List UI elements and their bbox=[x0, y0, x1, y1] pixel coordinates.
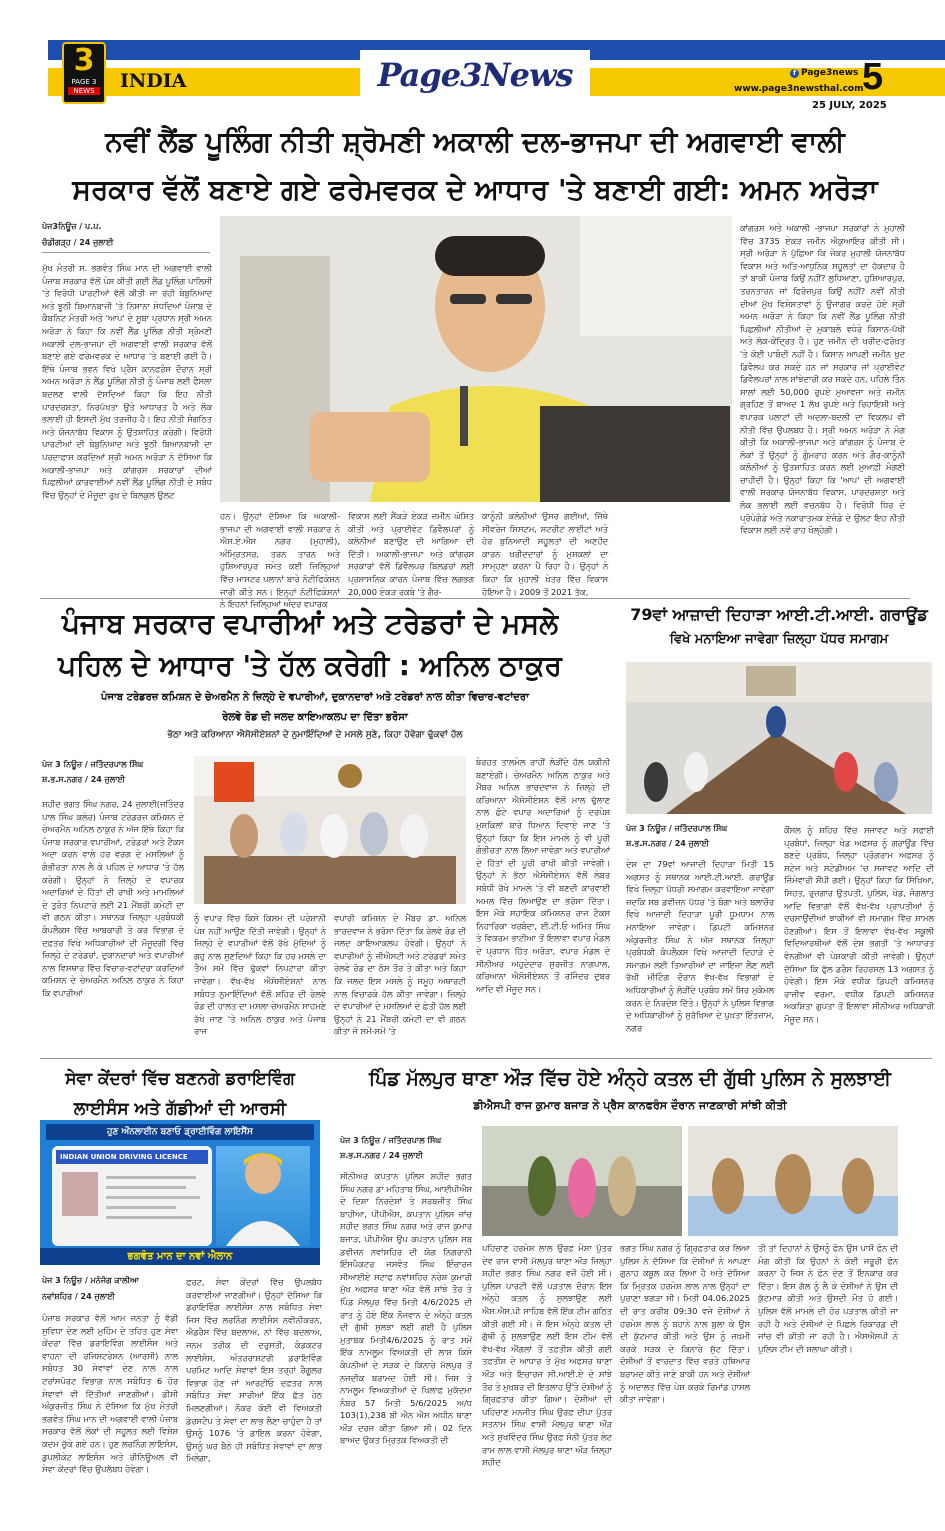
licence-card-title: INDIAN UNION DRIVING LICENCE bbox=[56, 1150, 208, 1164]
story3-headline-line2: ਵਿਖੇ ਮਨਾਇਆ ਜਾਵੇਗਾ ਜ਼ਿਲ੍ਹਾ ਪੱਧਰ ਸਮਾਗਮ bbox=[669, 632, 889, 647]
story2-subhead-2: ਰੇਲਵੇ ਰੋਡ ਦੀ ਜਲਦ ਕਾਇਆਕਲਪ ਦਾ ਦਿੱਤਾ ਭਰੋਸਾ bbox=[222, 712, 408, 723]
story2-column-1: ਸ਼ਹੀਦ ਭਗਤ ਸਿੰਘ ਨਗਰ, 24 ਜੁਲਾਈ(ਜਤਿੰਦਰ ਪਾਲ ਸਿੰਘ ਕਲੇਰ) ਪੰਜਾਬ ਟਰੇਡਰਜ਼ ਕਮਿਸ਼ਨ ਦੇ ਚੇਅਰਮੈਨ ਅਨਿਲ ਠਾਕੁਰ ਨੇ ਅੱਜ ਇੱਥੇ ਕਿਹਾ ਕਿ ਪੰਜਾਬ ਸਰਕਾਰ ਵਪਾਰੀਆਂ, ਟਰੇਡਰਾਂ ਅਤੇ ਟੈਕਸ ਅਦਾ ਕਰਨ ਵਾਲੇ ਹਰ ਵਰਗ ਦੇ ਮਸਲਿਆਂ ਨੂੰ ਗੰਭੀਰਤਾ ਨਾਲ ਲੈ ਕੇ ਪਹਿਲ ਦੇ ਆਧਾਰ 'ਤੇ ਹੱਲ ਕਰੇਗੀ। ਉਨ੍ਹਾਂ ਨੇ ਜ਼ਿਲ੍ਹੇ ਦੇ ਵਪਾਰਕ ਅਦਾਰਿਆਂ ਦੇ ਹਿੱਤਾਂ ਦੀ ਰਾਖੀ ਅਤੇ ਮਾਮਲਿਆਂ ਦੇ ਤੁਰੰਤ ਨਿਪਟਾਰੇ ਲਈ 21 ਮੈਂਬਰੀ ਕਮੇਟੀ ਦਾ ਵੀ ਗਠਨ ਕੀਤਾ। ਸਥਾਨਕ ਜ਼ਿਲ੍ਹਾ ਪ੍ਰਬੰਧਕੀ ਕੰਪਲੈਕਸ ਵਿੱਚ ਆਬਕਾਰੀ ਤੇ ਕਰ ਵਿਭਾਗ ਦੇ ਦਫ਼ਤਰ ਵਿਖੇ ਅਧਿਕਾਰੀਆਂ ਦੀ ਮੌਜੂਦਗੀ ਵਿੱਚ ਜ਼ਿਲ੍ਹੇ ਦੇ ਟਰੇਡਰਾਂ, ਦੁਕਾਨਦਾਰਾਂ ਅਤੇ ਵਪਾਰੀਆਂ ਨਾਲ ਵਿਸਥਾਰ ਵਿੱਚ ਵਿਚਾਰ-ਵਟਾਂਦਰਾ ਕਰਦਿਆਂ ਕਮਿਸ਼ਨ ਦੇ ਚੇਅਰਮੈਨ ਅਨਿਲ ਠਾਕੁਰ ਨੇ ਕਿਹਾ ਕਿ ਵਪਾਰੀਆਂ bbox=[42, 799, 184, 998]
story1-dateline: ਚੰਡੀਗੜ੍ਹ / 24 ਜੁਲਾਈ bbox=[42, 238, 114, 247]
story3-column-2: ਕੌਂਸਲ ਨੂੰ ਸ਼ਹਿਰ ਵਿੱਚ ਸਜਾਵਟ ਅਤੇ ਸਫਾਈ ਪ੍ਰਬੰਧਾਂ, ਜ਼ਿਲ੍ਹਾ ਖੇਡ ਅਫਸਰ ਨੂੰ ਗਰਾਊਂਡ ਵਿੱਚ ਬਣਦੇ ਪ੍ਰਬੰਧ, ਜ਼ਿਲ੍ਹਾ ਪ੍ਰੋਗਰਾਮ ਅਫਸਰ ਨੂੰ ਸਟੇਜ ਅਤੇ ਸਟੇਡੀਅਮ 'ਚ ਸਜਾਵਟ ਆਦਿ ਦੀ ਜ਼ਿੰਮੇਵਾਰੀ ਸੌਂਪੀ ਗਈ। ਉਨ੍ਹਾਂ ਕਿਹਾ ਕਿ ਸਿੱਖਿਆ, ਸਿਹਤ, ਰੁਜ਼ਗਾਰ ਉਤਪਤੀ, ਪੁਲਿਸ, ਖੇਡ, ਜੰਗਲਾਤ ਆਦਿ ਵਿਭਾਗਾਂ ਵੱਲੋਂ ਵੱਖ-ਵੱਖ ਪ੍ਰਾਪਤੀਆਂ ਨੂੰ ਦਰਸਾਉਂਦੀਆਂ ਝਾਕੀਆਂ ਵੀ ਸਮਾਗਮ ਵਿੱਚ ਸ਼ਾਮਲ ਹੋਣਗੀਆਂ। ਇਸ ਤੋਂ ਇਲਾਵਾ ਵੱਖ-ਵੱਖ ਸਕੂਲੀ ਵਿਦਿਆਰਥੀਆਂ ਵੱਲੋਂ ਦੇਸ਼ ਭਗਤੀ 'ਤੇ ਆਧਾਰਤ ਵੰਨਗੀਆਂ ਵੀ ਪੇਸ਼ਕਾਰੀ ਕੀਤੀ ਜਾਵੇਗੀ। ਉਨ੍ਹਾਂ ਦੱਸਿਆ ਕਿ ਫੁੱਲ ਡਰੈਸ ਰਿਹਰਸਲ 13 ਅਗਸਤ ਨੂੰ ਹੋਵੇਗੀ। ਇਸ ਮੌਕੇ ਵਧੀਕ ਡਿਪਟੀ ਕਮਿਸ਼ਨਰ ਰਾਜੀਵ ਵਰਮਾ, ਵਧੀਕ ਡਿਪਟੀ ਕਮਿਸ਼ਨਰ ਅਕਸ਼ਿਤਾ ਗੁਪਤਾ ਤੋਂ ਇਲਾਵਾ ਸੀਨੀਅਰ ਅਧਿਕਾਰੀ ਮੌਜੂਦ ਸਨ। bbox=[784, 825, 934, 1024]
story5-subheadline: ਡੀਐਸਪੀ ਰਾਜ ਕੁਮਾਰ ਬਜਾੜ ਨੇ ਪ੍ਰੈਸ ਕਾਨਫਰੰਸ ਦੌਰਾਨ ਜਾਣਕਾਰੀ ਸਾਂਝੀ ਕੀਤੀ bbox=[473, 1099, 787, 1112]
website-url[interactable]: www.page3newsthal.com bbox=[734, 84, 864, 94]
story1-photo bbox=[220, 216, 732, 502]
story2-column-3a: ਬੇਰਹਤ ਤਾਲਮੇਲ ਰਾਹੀਂ ਲੋੜੀਂਦੇ ਹੱਲ ਯਕੀਨੀ ਬਣਾਏਗੀ। ਚੇਅਰਮੈਨ ਅਨਿਲ ਠਾਕੁਰ ਅਤੇ ਮੈਂਬਰ ਅਨਿਲ ਭਾਰਦਵਾਜ ਨੇ ਜ਼ਿਲ੍ਹੇ ਦੀ ਕਰਿਆਨਾ ਐਸੋਸੀਏਸ਼ਨ ਵੱਲੋਂ ਮਾਲ ਢੁੱਲਾਣ ਨਾਲ ਛੋਟੇ ਵਪਾਰ ਅਦਾਰਿਆਂ ਨੂੰ ਦਰਪੇਸ਼ ਮੁਸ਼ਕਿਲਾਂ ਬਾਰੇ ਧਿਆਨ ਦਿਵਾਏ ਜਾਣ 'ਤੇ ਉਨ੍ਹਾਂ ਕਿਹਾ ਕਿ ਇਸ ਮਾਮਲੇ ਨੂੰ ਵੀ ਪੂਰੀ ਗੰਭੀਰਤਾ ਨਾਲ ਲਿਆ ਜਾਵੇਗਾ ਅਤੇ ਵਪਾਰੀਆਂ ਦੇ ਹਿੱਤਾਂ ਦੀ ਪੂਰੀ ਰਾਖੀ ਕੀਤੀ ਜਾਵੇਗੀ। ਉਨ੍ਹਾਂ ਨੇ ਭੱਠਾ ਐਸੋਸੀਏਸ਼ਨ ਵੱਲੋਂ ਲੇਬਰ ਸਬੰਧੀ ਰੱਖੇ ਮਾਮਲੇ 'ਤੇ ਵੀ ਬਣਦੀ ਕਾਰਵਾਈ ਅਮਲ ਵਿੱਚ ਲਿਆਉਣ ਦਾ ਭਰੋਸਾ ਦਿੱਤਾ। ਇਸ ਮੌਕੇ ਸਹਾਇਕ ਕਮਿਸ਼ਨਰ ਰਾਜ ਟੈਕਸ ਨਿਹਾਰਿਕਾ ਖਰਬੰਦਾ, ਈ.ਟੀ.ਓ ਅਮਿਤ ਸਿੰਘ ਤੇ ਵਿਕਰਮ ਭਾਟੀਆ ਤੋਂ ਇਲਾਵਾ ਵਪਾਰ ਮੰਡਲ ਦੇ ਪ੍ਰਧਾਨ ਹਿੱਤ ਅਰੋੜਾ, ਵਪਾਰ ਮੰਡਲ ਦੇ ਸੀਨੀਅਰ ਅਹੁਦੇਦਾਰ ਸੁਰਜੀਤ ਨਾਗਪਾਲ, ਕਰਿਆਨਾ ਐਸੋਸੀਏਸ਼ਨ ਤੋਂ ਰਜਿੰਦਰ ਦੁਬਰ ਆਦਿ ਵੀ ਮੌਜੂਦ ਸਨ। bbox=[476, 757, 610, 994]
story1-bottom-rule bbox=[40, 598, 910, 599]
story5-photo-1 bbox=[482, 1126, 682, 1236]
story4-column-2: ਫਰਟ, ਸੇਵਾ ਕੇਂਦਰਾਂ ਵਿੱਚ ਉਪਲਬੱਧ ਕਰਵਾਈਆਂ ਜਾਣਗੀਆਂ। ਉਨ੍ਹਾਂ ਦੱਸਿਆ ਕਿ ਡਰਾਇਵਿੰਗ ਲਾਈਸੰਸ ਨਾਲ ਸਬੰਧਿਤ ਸੇਵਾ ਜਿਸ ਵਿੱਚ ਲਰਨਿੰਗ ਲਾਈਸੰਸ ਨਵੀਨੀਕਰਨ, ਐਡਰੈਸ ਵਿੱਚ ਬਦਲਾਅ, ਨਾਂ ਵਿੱਚ ਬਦਲਾਅ, ਜਨਮ ਤਰੀਕ ਦੀ ਦਰੁਸਤੀ, ਕੰਡਕਟਰ ਲਾਈਸੰਸ, ਅੰਤਰਰਾਸ਼ਟਰੀ ਡਰਾਇਵਿੰਗ ਪਰਮਿਟ ਆਦਿ ਸੇਵਾਵਾਂ ਇਸ ਤਰ੍ਹਾਂ ਰੈਗੂਲਰ ਵਿਭਾਗ ਹੋਣ ਜਾਂ ਆਰਟੀਓ ਦਫ਼ਤਰ ਨਾਲ ਸਬੰਧਿਤ ਸੇਵਾ ਸਾਰੀਆਂ ਇੱਕ ਛੱਤ ਹੇਠ ਮਿਲਣਗੀਆਂ। ਨੌਕਰ ਕੋਈ ਵੀ ਵਿਅਕਤੀ ਡੋਰਸਟੈਪ ਤੇ ਸੇਵਾ ਦਾ ਲਾਭ ਲੈਣਾ ਚਾਹੁੰਦਾ ਹੈ ਤਾਂ ਉਸਨੂੰ 1076 'ਤੇ ਡਾਇਲ ਕਰਨਾ ਹੋਵੇਗਾ, ਉਸਨੂੰ ਘਰ ਬੈਠੇ ਹੀ ਸਬੰਧਿਤ ਸੇਵਾਵਾਂ ਦਾ ਲਾਭ ਮਿਲੇਗਾ, bbox=[186, 1277, 322, 1464]
accused-photo bbox=[482, 1126, 682, 1236]
story2-dateline: ਸ਼.ਭ.ਸ.ਨਗਰ / 24 ਜੁਲਾਈ bbox=[42, 775, 125, 784]
logo-number: 3 bbox=[73, 43, 95, 78]
issue-date: 25 JULY, 2025 bbox=[812, 100, 887, 111]
story1-headline-line1: ਨਵੀਂ ਲੈਂਡ ਪੂਲਿੰਗ ਨੀਤੀ ਸ਼੍ਰੋਮਣੀ ਅਕਾਲੀ ਦਲ-ਭਾਜਪਾ ਦੀ ਅਗਵਾਈ ਵਾਲੀ bbox=[105, 125, 845, 158]
story3-photo bbox=[626, 662, 932, 814]
licence-line bbox=[106, 1176, 196, 1179]
story4-headline-line2: ਲਾਈਸੰਸ ਅਤੇ ਗੱਡੀਆਂ ਦੀ ਆਰਸੀ bbox=[73, 1099, 287, 1119]
story5-column-2: ਪਹਿਚਾਣ ਹਰਮੇਸ਼ ਲਾਲ ਉਰਫ਼ ਮੇਸ਼ਾ ਪੁੱਤਰ ਦੇਵ ਰਾਜ ਵਾਸੀ ਮੱਲਪੁਰ ਥਾਣਾ ਔੜ ਜ਼ਿਲ੍ਹਾ ਸ਼ਹੀਦ ਭਗਤ ਸਿੰਘ ਨਗਰ ਵਜੋਂ ਹੋਈ ਸੀ। ਪੁਲਿਸ ਪਾਰਟੀ ਵੱਲੋਂ ਪੜਤਾਲ ਦੌਰਾਨ ਇਸ ਅੰਨ੍ਹੇ ਕਤਲ ਨੂੰ ਸੁਲਝਾਉਣ ਲਈ ਐਸ.ਐਸ.ਪੀ ਸਾਹਿਬ ਵੱਲੋਂ ਇੱਕ ਟੀਮ ਗਠਿਤ ਕੀਤੀ ਗਈ ਸੀ। ਜੋ ਇਸ ਅੰਨ੍ਹੇ ਕਤਲ ਦੀ ਗੁੱਥੀ ਨੂੰ ਸੁਲਝਾਉਣ ਲਈ ਇਸ ਟੀਮ ਵੱਲੋਂ ਵੱਖ-ਵੱਖ ਐਂਗਲਾਂ ਤੋਂ ਤਫ਼ਤੀਸ਼ ਕੀਤੀ ਗਈ ਤਫ਼ਤੀਸ਼ ਦੇ ਆਧਾਰ ਤੇ ਮੁੱਖ ਅਫਸਰ ਥਾਣਾ ਔੜ ਅਤੇ ਇਚਾਰਜ ਸੀ.ਆਈ.ਏ ਦੇ ਸਾਂਝੇ ਤੌਰ ਤੇ ਮੁਖ਼ਬਰ ਦੀ ਇਤਲਾਹ ਉੱਤੇ ਦੋਸ਼ੀਆਂ ਨੂੰ ਗ੍ਰਿਫ਼ਤਾਰ ਕੀਤਾ ਗਿਆ। ਦੋਸ਼ੀਆਂ ਦੀ ਪਹਿਚਾਣ ਮਨਜੀਤ ਸਿੰਘ ਉਰਫ਼ ਦੀਪਾ ਪੁੱਤਰ ਸਤਨਾਮ ਸਿੰਘ ਵਾਸੀ ਮੱਲਪੁਰ ਥਾਣਾ ਔੜ ਅਤੇ ਸੁਖਵਿੰਦਰ ਸਿੰਘ ਉਰਫ਼ ਸੋਨੀ ਪੁੱਤਰ ਲੇਟ ਰਾਮ ਲਾਲ ਵਾਸੀ ਮੱਲਪੁਰ ਥਾਣਾ ਔੜ ਜ਼ਿਲ੍ਹਾ ਸ਼ਹੀਦ bbox=[482, 1243, 613, 1468]
story4-dateline: ਨਵਾਂਸ਼ਹਿਰ / 24 ਜੁਲਾਈ bbox=[42, 1292, 115, 1301]
story4-headline-line1: ਸੇਵਾ ਕੇਂਦਰਾਂ ਵਿੱਚ ਬਣਨਗੇ ਡਰਾਇਵਿੰਗ bbox=[65, 1069, 295, 1089]
licence-line bbox=[106, 1196, 200, 1199]
story1-byline: ਪੇਜ3ਨਿਊਜ਼ / ਪ.ਪ. bbox=[42, 222, 102, 231]
story1-byline-rule bbox=[42, 252, 210, 253]
press-conference-photo bbox=[688, 1126, 898, 1236]
story1-headline-line2: ਸਰਕਾਰ ਵੱਲੋਂ ਬਣਾਏ ਗਏ ਫਰੇਮਵਰਕ ਦੇ ਆਧਾਰ 'ਤੇ ਬਣਾਈ ਗਈ: ਅਮਨ ਅਰੋੜਾ bbox=[72, 173, 878, 206]
story5-headline: ਪਿੰਡ ਮੱਲਪੁਰ ਥਾਣਾ ਔੜ ਵਿੱਚ ਹੋਏ ਅੰਨ੍ਹੇ ਕਤਲ ਦੀ ਗੁੱਥੀ ਪੁਲਿਸ ਨੇ ਸੁਲਝਾਈ bbox=[369, 1068, 891, 1090]
story2-column-2: ਨੂੰ ਵਪਾਰ ਵਿੱਚ ਕਿਸੇ ਕਿਸਮ ਦੀ ਪਰੇਸ਼ਾਨੀ ਪੇਸ਼ ਨਹੀਂ ਆਉਣ ਦਿੱਤੀ ਜਾਵੇਗੀ। ਉਨ੍ਹਾਂ ਨੇ ਜ਼ਿਲ੍ਹੇ ਦੇ ਵਪਾਰੀਆਂ ਵੱਲੋਂ ਰੱਖੇ ਮੁੱਦਿਆਂ ਨੂੰ ਗਹੁ ਨਾਲ ਸੁਣਦਿਆਂ ਕਿਹਾ ਕਿ ਹਰ ਮਸਲੇ ਦਾ ਤੈਅ ਸਮੇਂ ਵਿੱਚ ਢੁੱਕਵਾਂ ਨਿਪਟਾਰਾ ਕੀਤਾ ਜਾਵੇਗਾ। ਵੱਖ-ਵੱਖ ਐਸੋਸੀਏਸ਼ਨਾਂ ਨਾਲ ਸਬੰਧਤ ਨੁਮਾਇੰਦਿਆਂ ਵੱਲੋਂ ਸ਼ਹਿਰ ਦੀ ਰੇਲਵੇ ਰੋਡ ਦੀ ਹਾਲਤ ਦਾ ਮਸਲਾ ਚੇਅਰਮੈਨ ਸਾਹਮਣੇ ਰੱਖੇ ਜਾਣ 'ਤੇ ਅਨਿਲ ਠਾਕੁਰ ਅਤੇ ਪੰਜਾਬ ਰਾਜ bbox=[194, 913, 326, 1037]
page-number: 5 bbox=[862, 56, 884, 98]
story5-column-3: ਭਗਤ ਸਿੰਘ ਨਗਰ ਨੂੰ ਗ੍ਰਿਫ਼ਤਾਰ ਕਰ ਲਿਆ ਪੁਲਿਸ ਨੇ ਦੱਸਿਆ ਕਿ ਦੋਸ਼ੀਆਂ ਨੇ ਆਪਣਾ ਗੁਨਾਹ ਕਬੂਲ ਕਰ ਲਿਆ ਹੈ ਅਤੇ ਦੱਸਿਆ ਕਿ ਮ੍ਰਿਤਕ ਹਰਮੇਸ਼ ਲਾਲ ਨਾਲ ਉਨ੍ਹਾਂ ਦਾ ਪੁਰਾਣਾ ਝਗੜਾ ਸੀ। ਮਿਤੀ 04.06.2025 ਦੀ ਰਾਤ ਕਰੀਬ 09:30 ਵਜੇ ਦੋਸ਼ੀਆਂ ਨੇ ਹਰਮੇਸ਼ ਲਾਲ ਨੂੰ ਬਹਾਨੇ ਨਾਲ ਬੁਲਾ ਕੇ ਉਸ ਦੀ ਕੁੱਟਮਾਰ ਕੀਤੀ ਅਤੇ ਉਸ ਨੂੰ ਜ਼ਖ਼ਮੀ ਕਰਕੇ ਸੜਕ ਦੇ ਕਿਨਾਰੇ ਸੁੱਟ ਦਿੱਤਾ। ਦੋਸ਼ੀਆਂ ਤੋਂ ਵਾਰਦਾਤ ਵਿੱਚ ਵਰਤੇ ਹਥਿਆਰ ਬਰਾਮਦ ਕੀਤੇ ਜਾਣੇ ਬਾਕੀ ਹਨ ਅਤੇ ਦੋਸ਼ੀਆਂ ਨੂੰ ਅਦਾਲਤ ਵਿੱਚ ਪੇਸ਼ ਕਰਕੇ ਰਿਮਾਂਡ ਹਾਸਲ ਕੀਤਾ ਜਾਵੇਗਾ। bbox=[620, 1243, 750, 1405]
story3-dateline: ਸ਼.ਭ.ਸ.ਨਗਰ / 24 ਜੁਲਾਈ bbox=[626, 839, 709, 848]
independence-day-meeting-photo bbox=[626, 662, 932, 814]
aman-arora-photo bbox=[220, 216, 732, 502]
story4-column-1: ਪੰਜਾਬ ਸਰਕਾਰ ਵੱਲੋਂ ਆਮ ਜਨਤਾ ਨੂੰ ਵੱਡੀ ਸੁਵਿਧਾ ਦੇਣ ਲਈ ਮੁਹਿੰਮ ਦੇ ਤਹਿਤ ਹੁਣ ਸੇਵਾ ਕੇਂਦਰਾ ਵਿੱਚ ਡਰਾਇਵਿੰਗ ਲਾਈਸੰਸ ਅਤੇ ਵਾਹਨਾ ਦੀ ਰਜਿਸਟਰੇਸ਼ਨ (ਆਰਸੀ) ਨਾਲ ਸਬੰਧਤ 30 ਸੇਵਾਵਾਂ ਦੇਣ ਨਾਲ ਨਾਲ ਟਰਾਂਸਪੋਰਟ ਵਿਭਾਗ ਨਾਲ ਸਬੰਧਿਤ 6 ਹੋਰ ਸੇਵਾਵਾਂ ਵੀ ਦਿੱਤੀਆਂ ਜਾਣਗੀਆਂ। ਡੀਸੀ ਅੰਕੁਰਜੀਤ ਸਿੰਘ ਨੇ ਦੱਸਿਆ ਕਿ ਮੁੱਖ ਮੰਤਰੀ ਭਗਵੰਤ ਸਿੰਘ ਮਾਨ ਦੀ ਅਗਵਾਈ ਵਾਲੀ ਪੰਜਾਬ ਸਰਕਾਰ ਵੱਲੋਂ ਲੋਕਾਂ ਦੀ ਸਹੂਲਤ ਲਈ ਵਿਸ਼ੇਸ਼ ਕਦਮ ਚੁੱਕੇ ਗਏ ਹਨ। ਹੁਣ ਲਰਨਿੰਗ ਲਾਇਸੰਸ, ਡੁਪਲੀਕੇਟ ਲਾਇਸੰਸ ਅਤੇ ਰੀਨਿਊਅਲ ਵੀ ਸੇਵਾ ਕੇਂਦਰਾਂ ਵਿੱਚ ਉਪਲੱਬਧ ਹੋਵੇਗਾ। bbox=[42, 1313, 178, 1475]
story3-headline-line1: 79ਵਾਂ ਆਜ਼ਾਦੀ ਦਿਹਾੜਾ ਆਈ.ਟੀ.ਆਈ. ਗਰਾਊਂਡ bbox=[630, 605, 928, 624]
story3-column-1: ਦੇਸ਼ ਦਾ 79ਵਾਂ ਆਜ਼ਾਦੀ ਦਿਹਾੜਾ ਮਿਤੀ 15 ਅਗਸਤ ਨੂੰ ਸਥਾਨਕ ਆਈ.ਟੀ.ਆਈ. ਗਰਾਊਂਡ ਵਿਖੇ ਜ਼ਿਲ੍ਹਾ ਪੱਧਰੀ ਸਮਾਗਮ ਕਰਵਾਇਆ ਜਾਵੇਗਾ ਜਦਕਿ ਸਬ ਡਵੀਜ਼ਨ ਪੱਧਰ 'ਤੇ ਬੰਗਾ ਅਤੇ ਬਲਾਚੌਰ ਵਿਖੇ ਆਜ਼ਾਦੀ ਦਿਹਾੜਾ ਪੂਰੀ ਧੂਮਧਾਮ ਨਾਲ ਮਨਾਇਆ ਜਾਵੇਗਾ। ਡਿਪਟੀ ਕਮਿਸ਼ਨਰ ਅੰਕੁਰਜੀਤ ਸਿੰਘ ਨੇ ਅੱਜ ਸਥਾਨਕ ਜ਼ਿਲ੍ਹਾ ਪ੍ਰਬੰਧਕੀ ਕੰਪਲੈਕਸ ਵਿਖੇ ਆਜ਼ਾਦੀ ਦਿਹਾੜੇ ਦੇ ਸਮਾਗਮ ਲਈ ਤਿਆਰੀਆਂ ਦਾ ਜਾਇਜ਼ਾ ਲੈਣ ਲਈ ਰੱਖੀ ਮੀਟਿੰਗ ਦੌਰਾਨ ਵੱਖ-ਵੱਖ ਵਿਭਾਗਾਂ ਦੇ ਅਧਿਕਾਰੀਆਂ ਨੂੰ ਲੋੜੀਂਦੇ ਪ੍ਰਬੰਧ ਸਮੇਂ ਸਿਰ ਮੁਕੰਮਲ ਕਰਨ ਦੇ ਨਿਰਦੇਸ਼ ਦਿੱਤੇ। ਉਨ੍ਹਾਂ ਨੇ ਪੁਲਿਸ ਵਿਭਾਗ ਦੇ ਅਧਿਕਾਰੀਆਂ ਨੂੰ ਸੁਰੱਖਿਆ ਦੇ ਪੁਖ਼ਤਾ ਇੰਤਜ਼ਾਮ, ਨਗਰ bbox=[626, 859, 774, 1033]
masthead bbox=[0, 0, 945, 116]
licence-photo-icon bbox=[62, 1172, 98, 1216]
person-illustration bbox=[216, 1146, 310, 1246]
story5-byline: ਪੇਜ 3 ਨਿਊਜ਼ / ਜਤਿੰਦਰਪਾਲ ਸਿੰਘ bbox=[340, 1136, 442, 1145]
story1-column-5: ਕਾਂਗਰਸ ਅਤੇ ਅਕਾਲੀ -ਭਾਜਪਾ ਸਰਕਾਰਾਂ ਨੇ ਮੁਹਾਲੀ ਵਿੱਚ 3735 ਏਕੜ ਜ਼ਮੀਨ ਐਕੁਆਇਰ ਕੀਤੀ ਸੀ। ਸ੍ਰੀ ਅਰੋੜਾ ਨੇ ਪੁੱਛਿਆ ਕਿ ਜੇਕਰ ਮੁਹਾਲੀ ਯੋਜਨਾਬੱਧ ਵਿਕਾਸ ਅਤੇ ਅਤਿ-ਆਧੁਨਿਕ ਸਹੂਲਤਾਂ ਦਾ ਹੱਕਦਾਰ ਹੈ ਤਾਂ ਬਾਕੀ ਪੰਜਾਬ ਕਿਉਂ ਨਹੀਂ? ਲੁਧਿਆਣਾ, ਹੁਸ਼ਿਆਰਪੁਰ, ਤਰਨਤਾਰਨ ਜਾਂ ਫਿਰੋਜ਼ਪੁਰ ਕਿਉਂ ਨਹੀਂ? ਨਵੀਂ ਨੀਤੀ ਦੀਆਂ ਮੁੱਖ ਵਿਸ਼ੇਸ਼ਤਾਵਾਂ ਨੂੰ ਉਜਾਗਰ ਕਰਦੇ ਹੋਏ ਸ੍ਰੀ ਅਮਨ ਅਰੋੜਾ ਨੇ ਕਿਹਾ ਕਿ ਨਵੀਂ ਲੈਂਡ ਪੂਲਿੰਗ ਨੀਤੀ ਪਿਛਲੀਆਂ ਨੀਤੀਆਂ ਦੇ ਮੁਕਾਬਲੇ ਵਧੇਰੇ ਕਿਸਾਨ-ਪੱਖੀ ਅਤੇ ਲੋਕ-ਕੇਂਦ੍ਰਿਤ ਹੈ। ਹੁਣ ਜ਼ਮੀਨ ਦੀ ਖਰੀਦ-ਫਰੋਖ਼ਤ 'ਤੇ ਕੋਈ ਪਾਬੰਦੀ ਨਹੀਂ ਹੈ। ਕਿਸਾਨ ਆਪਣੀ ਜ਼ਮੀਨ ਖੁਦ ਡਿਵੈਲਪ ਕਰ ਸਕਦੇ ਹਨ ਜਾਂ ਸਰਕਾਰ ਜਾਂ ਪ੍ਰਾਈਵੇਟ ਡਿਵੈਲਪਰਾਂ ਨਾਲ ਸਾਂਝੇਦਾਰੀ ਕਰ ਸਕਦੇ ਹਨ, ਪਹਿਲੇ ਤਿੰਨ ਸਾਲਾਂ ਲਈ 50,000 ਰੁਪਏ ਮੁਆਵਜ਼ਾ ਅਤੇ ਜ਼ਮੀਨ ਗ੍ਰਹਿਣ ਤੋਂ ਬਾਅਦ 1 ਲੱਖ ਰੁਪਏ ਅਤੇ ਰਿਹਾਇਸ਼ੀ ਅਤੇ ਵਪਾਰਕ ਪਲਾਟਾਂ ਦੀ ਅਦਲਾ-ਬਦਲੀ ਦਾ ਵਿਕਲਪ ਵੀ ਨੀਤੀ ਵਿੱਚ ਉਪਲਬਧ ਹੈ। ਸ੍ਰੀ ਅਮਨ ਅਰੋੜਾ ਨੇ ਮੰਗ ਕੀਤੀ ਕਿ ਅਕਾਲੀ-ਭਾਜਪਾ ਅਤੇ ਕਾਂਗਰਸ ਨੂੰ ਪੰਜਾਬ ਦੇ ਲੋਕਾਂ ਤੋਂ ਉਨ੍ਹਾਂ ਨੂੰ ਗੁੰਮਰਾਹ ਕਰਨ ਅਤੇ ਗੈਰ-ਕਾਨੂੰਨੀ ਕਲੋਨੀਆਂ ਨੂੰ ਉਤਸ਼ਾਹਿਤ ਕਰਨ ਲਈ ਮੁਆਫ਼ੀ ਮੰਗਣੀ ਚਾਹੀਦੀ ਹੈ। ਉਨ੍ਹਾਂ ਕਿਹਾ ਕਿ 'ਆਪ' ਦੀ ਅਗਵਾਈ ਵਾਲੀ ਸਰਕਾਰ ਯੋਜਨਾਬੱਧ ਵਿਕਾਸ, ਪਾਰਦਰਸ਼ਤਾ ਅਤੇ ਲੋਕ ਭਲਾਈ ਲਈ ਵਚਨਬੱਧ ਹੈ। ਵਿਰੋਧੀ ਧਿਰ ਦੇ ਪ੍ਰੋਪੇਗੰਡੇ ਅਤੇ ਨਕਾਰਾਤਮਕ ਏਜੰਡੇ ਦੇ ਉਲਟ ਇਹ ਨੀਤੀ ਵਿਕਾਸ ਲਈ ਨਵੇਂ ਰਾਹ ਖੋਲ੍ਹੇਗੀ। bbox=[740, 223, 905, 536]
story4-byline: ਪੇਜ 3 ਨਿਊਜ਼ / ਮਨੋਜੰਗ ਕਾਲੀਆ bbox=[42, 1276, 139, 1285]
story2-column-3b: ਵਪਾਰੀ ਕਮਿਸ਼ਨ ਦੇ ਮੈਂਬਰ ਡਾ. ਅਨਿਲ ਭਾਰਦਵਾਜ ਨੇ ਭਰੋਸਾ ਦਿੱਤਾ ਕਿ ਰੇਲਵੇ ਰੋਡ ਦੀ ਜਲਦ ਕਾਇਆਕਲਪ ਹੋਵੇਗੀ। ਉਨ੍ਹਾਂ ਨੇ ਵਪਾਰੀਆਂ ਨੂੰ ਜੀਐਸਟੀ ਅਤੇ ਟਰੇਡਰਾਂ ਸਮੇਤ ਰੇਲਵੇ ਰੋਡ ਦਾ ਠੋਸ ਤੌਰ ਤੇ ਕੀਤਾ ਅਤੇ ਕਿਹਾ ਕਿ ਜਲਦ ਇਸ ਮਸਲੇ ਨੂੰ ਸਮੂਹ ਅਥਾਰਟੀ ਨਾਲ ਵਿਚਾਰਕੇ ਹੱਲ ਕੀਤਾ ਜਾਵੇਗਾ। ਜ਼ਿਲ੍ਹੇ ਦੇ ਵਪਾਰੀਆਂ ਦੇ ਮਸਲਿਆਂ ਦੇ ਛੇਤੀ ਹੱਲ ਲਈ ਉਨ੍ਹਾਂ ਨੇ 21 ਮੈਂਬਰੀ ਕਮੇਟੀ ਦਾ ਵੀ ਗਠਨ ਕੀਤਾ ਜੋ ਸਮੇਂ-ਸਮੇਂ 'ਤੇ bbox=[334, 913, 466, 1037]
promo-top-banner: ਹੁਣ ਔਨਲਾਈਨ ਬਣਾਓ ਡ੍ਰਾਈਵਿੰਗ ਲਾਇਸੈਂਸ bbox=[46, 1124, 314, 1140]
bhagwant-mann-photo bbox=[216, 1146, 310, 1246]
promo-bottom-banner: ਭਗਵੰਤ ਮਾਨ ਦਾ ਨਵਾਂ ਐਲਾਨ bbox=[40, 1248, 320, 1265]
story3-byline: ਪੇਜ 3 ਨਿਊਜ਼ / ਜਤਿੰਦਰਪਾਲ ਸਿੰਘ bbox=[626, 824, 728, 833]
story2-headline-line2: ਪਹਿਲ ਦੇ ਆਧਾਰ 'ਤੇ ਹੱਲ ਕਰੇਗੀ : ਅਨਿਲ ਠਾਕੁਰ bbox=[58, 649, 562, 682]
story1-column-2: ਹਨ। ਉਨ੍ਹਾਂ ਦੱਸਿਆ ਕਿ ਅਕਾਲੀ-ਭਾਜਪਾ ਦੀ ਅਗਵਾਈ ਵਾਲੀ ਸਰਕਾਰ ਨੇ ਐਸ.ਏ.ਐਸ ਨਗਰ (ਮੁਹਾਲੀ), ਅੰਮ੍ਰਿਤਸਰ, ਤਰਨ ਤਾਰਨ ਅਤੇ ਹੁਸ਼ਿਆਰਪੁਰ ਸਮੇਤ ਕਈ ਜ਼ਿਲ੍ਹਿਆਂ ਵਿੱਚ ਮਾਸਟਰ ਪਲਾਨਾਂ ਬਾਰੇ ਨੋਟੀਫਿਕੇਸ਼ਨ ਜਾਰੀ ਕੀਤੇ ਸਨ। ਇਨ੍ਹਾਂ ਨੋਟੀਫਿਕੇਸ਼ਨਾਂ ਨੇ ਇਹਨਾਂ ਜ਼ਿਲ੍ਹਿਆਂ ਅੰਦਰ ਵਪਾਰਕ bbox=[220, 511, 340, 610]
edition-label: INDIA bbox=[120, 70, 187, 92]
logo-sub: PAGE 3 bbox=[71, 78, 97, 86]
story2-photo bbox=[194, 756, 466, 904]
newspaper-brand: Page3News bbox=[360, 50, 590, 100]
traders-meeting-photo bbox=[194, 756, 466, 904]
story1-column-3: ਵਿਕਾਸ ਲਈ ਸੈਂਕੜੇ ਏਕੜ ਜ਼ਮੀਨ ਘੋਸ਼ਿਤ ਕੀਤੀ ਅਤੇ ਪ੍ਰਾਈਵੇਟ ਡਿਵੈਲਪਰਾਂ ਨੂੰ ਕਲੋਨੀਆਂ ਬਣਾਉਣ ਦੀ ਆਗਿਆ ਦੀ ਦਿੱਤੀ। ਅਕਾਲੀ-ਭਾਜਪਾ ਅਤੇ ਕਾਂਗਰਸ ਸਰਕਾਰਾਂ ਵੱਲੋਂ ਡਿਵੈਲਪਰ ਬਿਲਡਰਾਂ ਲਈ ਪ੍ਰਸ਼ਾਸਨਿਕ ਕਾਰਨ ਪੰਜਾਬ ਵਿੱਚ ਲਗਭਗ 20,000 ਏਕੜ ਰਕਬੇ 'ਤੇ ਗੈਰ- bbox=[348, 511, 474, 597]
facebook-icon: f bbox=[790, 69, 799, 78]
story2-subhead-1: ਪੰਜਾਬ ਟਰੇਡਰਜ਼ ਕਮਿਸ਼ਨ ਦੇ ਚੇਅਰਮੈਨ ਨੇ ਜ਼ਿਲ੍ਹੇ ਦੇ ਵਪਾਰੀਆਂ, ਦੁਕਾਨਦਾਰਾਂ ਅਤੇ ਟਰੇਡਰਾਂ ਨਾਲ ਕੀਤਾ ਵਿਚਾਰ-ਵਟਾਂਦਰਾ bbox=[101, 692, 529, 703]
story1-column-4: ਕਾਨੂੰਨੀ ਕਲੋਨੀਆਂ ਉਸਰ ਗਈਆਂ, ਜਿੱਥੇ ਸੀਵਰੇਜ ਸਿਸਟਮ, ਸਟਰੀਟ ਲਾਈਟਾਂ ਅਤੇ ਹੋਰ ਬੁਨਿਆਦੀ ਸਹੂਲਤਾਂ ਦੀ ਅਣਹੋਂਦ ਕਾਰਨ ਖਰੀਦਦਾਰਾਂ ਨੂੰ ਮੁਸ਼ਕਲਾਂ ਦਾ ਸਾਮ੍ਹਣਾ ਕਰਨਾ ਪੈ ਰਿਹਾ ਹੈ। ਉਨ੍ਹਾਂ ਨੇ ਕਿਹਾ ਕਿ ਮੁਹਾਲੀ ਖੇਤਰ ਵਿੱਚ ਵਿਕਾਸ ਹੋਇਆ ਹੈ। 2009 ਤੋਂ 2021 ਤੱਕ, bbox=[482, 511, 608, 597]
page3-logo bbox=[62, 42, 106, 104]
story2-byline: ਪੇਜ 3 ਨਿਊਜ਼ / ਜਤਿੰਦਰਪਾਲ ਸਿੰਘ bbox=[42, 760, 144, 769]
story2-headline-line1: ਪੰਜਾਬ ਸਰਕਾਰ ਵਪਾਰੀਆਂ ਅਤੇ ਟਰੇਡਰਾਂ ਦੇ ਮਸਲੇ bbox=[61, 607, 559, 640]
logo-news: NEWS bbox=[68, 87, 100, 95]
story5-column-1: ਸੀਨੀਅਰ ਕਪਤਾਨ ਪੁਲਿਸ ਸ਼ਹੀਦ ਭਗਤ ਸਿੰਘ ਨਗਰ ਡਾ ਮਹਿਤਾਬ ਸਿੰਘ, ਆਈਪੀਐਸ ਦੇ ਦਿਸ਼ਾ ਨਿਰਦੇਸ਼ਾਂ ਤੇ ਸਰਬਜੀਤ ਸਿੰਘ ਬਾਹੀਆ, ਪੀਪੀਐਸ, ਕਪਤਾਨ ਪੁਲਿਸ ਜਾਂਚ ਸ਼ਹੀਦ ਭਗਤ ਸਿੰਘ ਨਗਰ ਅਤੇ ਰਾਜ ਕੁਮਾਰ ਬਜਾੜ, ਪੀਪੀਐਸ ਉਪ ਕਪਤਾਨ ਪੁਲਿਸ ਸਬ ਡਵੀਜ਼ਨ ਨਵਾਂਸ਼ਹਿਰ ਦੀ ਯੋਗ ਨਿਗਰਾਨੀ ਇੰਸਪੈਕਟਰ ਜਸਵੰਤ ਸਿੰਘ ਇੰਚਾਰਜ ਸੀਆਈਏ ਸਟਾਫ ਨਵਾਂਸ਼ਹਿਰ ਨਰੇਸ਼ ਕੁਮਾਰੀ ਮੁੱਖ ਅਫਸਰ ਥਾਣਾ ਔੜ ਵੱਲੋਂ ਸਾਂਝੇ ਤੌਰ ਤੇ ਪਿੰਡ ਮੱਲਪੁਰ ਵਿੱਚ ਮਿਤੀ 4/6/2025 ਦੀ ਰਾਤ ਨੂੰ ਹੋਏ ਇੱਕ ਨੌਜਵਾਨ ਦੇ ਅੰਨ੍ਹੇ ਕਤਲ ਦੀ ਗੁੱਥੀ ਸੁਲਝਾ ਲਈ ਗਈ ਹੈ ਪੁਲਿਸ ਮੁਤਾਬਕ ਮਿਤੀ4/6/2025 ਨੂੰ ਰਾਤ ਸਮੇਂ ਇੱਕ ਨਾਮਲੂਮ ਵਿਅਕਤੀ ਦੀ ਲਾਸ਼ ਕਿਸੇ ਕੰਪਨੀਆਂ ਦੇ ਸੜਕ ਦੇ ਕਿਨਾਰੇ ਮੱਲਪੁਰ ਤੋਂ ਨਜ਼ਦੀਕ ਬਰਾਮਦ ਹੋਈ ਸੀ। ਜਿਸ ਤੇ ਨਾਮਲੂਮ ਵਿਅਕਤੀਆਂ ਦੇ ਖਿਲਾਫ ਮੁਕੱਦਮਾ ਨੰਬਰ 57 ਮਿਤੀ 5/6/2025 ਅ/ਧ 103(1),238 ਬੀ ਐਨ ਐਸ ਅਧੀਨ ਥਾਣਾ ਔੜ ਦਰਜ ਕੀਤਾ ਗਿਆ ਸੀ। 02 ਦਿਨ ਬਾਅਦ ਉਕਤ ਮ੍ਰਿਤਕ ਵਿਅਕਤੀ ਦੀ bbox=[340, 1171, 472, 1446]
licence-line bbox=[106, 1206, 176, 1209]
story1-column-1: ਮੁੱਖ ਮੰਤਰੀ ਸ. ਭਗਵੰਤ ਸਿੰਘ ਮਾਨ ਦੀ ਅਗਵਾਈ ਵਾਲੀ ਪੰਜਾਬ ਸਰਕਾਰ ਵੱਲੋਂ ਪੇਸ਼ ਕੀਤੀ ਗਈ ਲੈਂਡ ਪੂਲਿੰਗ ਪਾਲਿਸੀ 'ਤੇ ਵਿਰੋਧੀ ਪਾਰਟੀਆਂ ਵੱਲੋਂ ਕੀਤੀ ਜਾ ਰਹੀ ਬੇਬੁਨਿਆਦ ਅਤੇ ਝੂਠੀ ਬਿਆਨਬਾਜ਼ੀ 'ਤੇ ਨਿਸ਼ਾਨਾ ਸੇਧਦਿਆਂ ਪੰਜਾਬ ਦੇ ਕੈਬਨਿਟ ਮੰਤਰੀ ਅਤੇ 'ਆਪ' ਦੇ ਸੂਬਾ ਪ੍ਰਧਾਨ ਸ੍ਰੀ ਅਮਨ ਅਰੋੜਾ ਨੇ ਕਿਹਾ ਕਿ ਨਵੀਂ ਲੈਂਡ ਪੂਲਿੰਗ ਨੀਤੀ ਸ਼੍ਰੋਮਣੀ ਅਕਾਲੀ ਦਲ-ਭਾਜਪਾ ਦੀ ਅਗਵਾਈ ਵਾਲੀ ਸਰਕਾਰ ਵੱਲੋਂ ਬਣਾਏ ਗਏ ਫਰੇਮਵਰਕ ਦੇ ਆਧਾਰ 'ਤੇ ਬਣਾਈ ਗਈ ਹੈ। ਇੱਥੇ ਪੰਜਾਬ ਭਵਨ ਵਿਖੇ ਪ੍ਰੈਸ ਕਾਨਫਰੰਸ ਦੌਰਾਨ ਸ੍ਰੀ ਅਮਨ ਅਰੋੜਾ ਨੇ ਲੈਂਡ ਪੂਲਿੰਗ ਨੀਤੀ ਨੂੰ ਪੰਜਾਬ ਲਈ ਫੈਸਲਾ ਬਦਲਣ ਵਾਲੀ ਦੱਸਦਿਆਂ ਕਿਹਾ ਕਿ ਇਹ ਨੀਤੀ ਪਾਰਦਰਸ਼ਤਾ, ਨਿਰਪੱਖਤਾ ਉਤੇ ਆਧਾਰਤ ਹੈ ਅਤੇ ਲੋਕ ਭਲਾਈ ਹੀ ਇਸਦੀ ਮੁੱਖ ਤਰਜੀਹ ਹੈ। ਇਹ ਨੀਤੀ ਸੰਗਠਿਤ ਅਤੇ ਯੋਜਨਾਬੱਧ ਵਿਕਾਸ ਨੂੰ ਉਤਸ਼ਾਹਿਤ ਕਰੇਗੀ। ਵਿਰੋਧੀ ਪਾਰਟੀਆਂ ਦੀ ਬੇਬੁਨਿਆਦ ਅਤੇ ਝੂਠੀ ਬਿਆਨਬਾਜ਼ੀ ਦਾ ਪਰਦਾਫਾਸ਼ ਕਰਦਿਆਂ ਸ੍ਰੀ ਅਮਨ ਅਰੋੜਾ ਨੇ ਦੱਸਿਆ ਕਿ ਅਕਾਲੀ-ਭਾਜਪਾ ਅਤੇ ਕਾਂਗਰਸ ਸਰਕਾਰਾਂ ਦੀਆਂ ਪਿਛਲੀਆਂ ਕਾਰਵਾਈਆਂ ਨਵੀਂ ਲੈਂਡ ਪੂਲਿੰਗ ਨੀਤੀ ਦੇ ਸਬੰਧ ਵਿੱਚ ਉਨ੍ਹਾਂ ਦੇ ਮੌਜੂਦਾ ਰੁਖ਼ ਦੇ ਬਿਲਕੁਲ ਉਲਟ bbox=[42, 263, 212, 500]
story5-column-4: ਤੀ ਤਾਂ ਦਿਹਾਨਾਂ ਨੇ ਉਸਨੂੰ ਫੋਨ ਉਸ ਪਾਸੋਂ ਫੋਨ ਦੀ ਮੰਗ ਕੀਤੀ ਕਿ ਉਹਨਾਂ ਨੇ ਕੋਈ ਜਰੂਰੀ ਫੋਨ ਕਰਨਾ ਹੈ ਜਿਸ ਨੇ ਫੋਨ ਦੇਣ ਤੋਂ ਇਨਕਾਰ ਕਰ ਦਿੱਤਾ। ਇਸ ਗੱਲ ਨੂੰ ਲੈ ਕੇ ਦੋਸ਼ੀਆਂ ਨੇ ਉਸ ਦੀ ਕੁੱਟਮਾਰ ਕੀਤੀ ਅਤੇ ਉਸਦੀ ਮੌਤ ਹੋ ਗਈ। ਪੁਲਿਸ ਵੱਲੋਂ ਮਾਮਲੇ ਦੀ ਹੋਰ ਪੜਤਾਲ ਕੀਤੀ ਜਾ ਰਹੀ ਹੈ ਅਤੇ ਦੋਸ਼ੀਆਂ ਦੇ ਪਿਛਲੇ ਰਿਕਾਰਡ ਦੀ ਜਾਂਚ ਵੀ ਕੀਤੀ ਜਾ ਰਹੀ ਹੈ। ਐਸਐਸਪੀ ਨੇ ਪੁਲਿਸ ਟੀਮ ਦੀ ਸ਼ਲਾਘਾ ਕੀਤੀ। bbox=[758, 1243, 898, 1354]
story5-dateline: ਸ਼.ਭ.ਸ.ਨਗਰ / 24 ਜੁਲਾਈ bbox=[340, 1151, 423, 1160]
story5-photo-2 bbox=[688, 1126, 898, 1236]
story2-subhead-3: ਭੱਠਾ ਅਤੇ ਕਰਿਆਨਾ ਐਸੋਸੀਏਸ਼ਨਾਂ ਦੇ ਨੁਮਾਇੰਦਿਆਂ ਦੇ ਮਸਲੇ ਸੁਣੇ, ਕਿਹਾ ਹੋਵੇਗਾ ਢੁੱਕਵਾਂ ਹੱਲ bbox=[167, 730, 463, 740]
driving-licence-promo bbox=[40, 1120, 320, 1265]
social-handle-text: Page3news bbox=[801, 68, 859, 78]
licence-line bbox=[106, 1186, 186, 1189]
social-handle bbox=[790, 68, 858, 78]
licence-card bbox=[52, 1146, 212, 1246]
story2-bottom-rule bbox=[40, 1058, 932, 1059]
licence-line bbox=[106, 1216, 192, 1219]
